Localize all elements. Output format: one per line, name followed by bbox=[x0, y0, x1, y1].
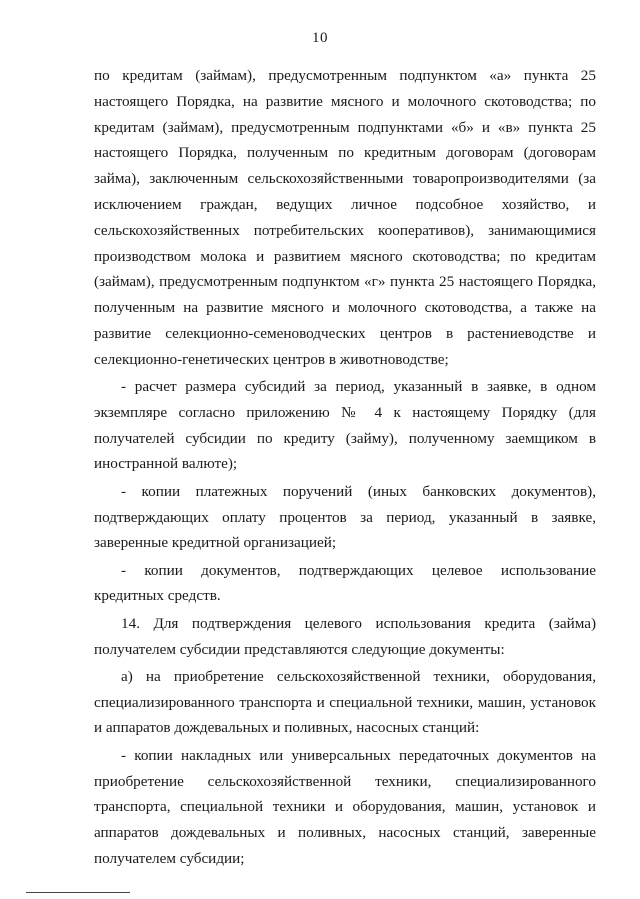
paragraph-subsidy-credits: по кредитам (займам), предусмотренным подпунктом «а» пункта 25 настоящего Порядка, на развитие мясного и молочного скотоводства; по кредитам (займам), предусмотренным подпунктами «б» и «в» пункта 25 настоящего Порядка, полученным по кредитным договорам (договорам займа), заключенным сельскохозяйственными товаропроизводителями (за исключением граждан, ведущих личное подсобное хозяйство, и сельскохозяйственных потребительских кооперативов), занимающимися производством молока и развитием мясного скотоводства; по кредитам (займам), предусмотренным подпунктом «г» пункта 25 настоящего Порядка, полученным на развитие мясного и молочного скотоводства, а также на развитие селекционно-семеноводческих центров в растениеводстве и селекционно-генетических центров в животноводстве; bbox=[94, 67, 596, 368]
page-number: 10 bbox=[312, 30, 328, 46]
paragraph-subsidy-calculation: - расчет размера субсидий за период, указанный в заявке, в одном экземпляре согласно приложению № 4 к настоящему Порядку (для получателей субсидии по кредиту (займу), полученному заемщиком в иностранной валюте); bbox=[94, 378, 596, 473]
document-body bbox=[94, 63, 596, 873]
footer-divider bbox=[26, 892, 130, 893]
paragraph-target-use-documents: - копии документов, подтверждающих целевое использование кредитных средств. bbox=[94, 561, 596, 605]
paragraph-section-14: 14. Для подтверждения целевого использования кредита (займа) получателем субсидии представляются следующие документы: bbox=[94, 614, 596, 658]
paragraph-payment-orders: - копии платежных поручений (иных банковских документов), подтверждающих оплату процентов за период, указанный в заявке, заверенные кредитной организацией; bbox=[94, 482, 596, 552]
paragraph-item-a: а) на приобретение сельскохозяйственной техники, оборудования, специализированного транспорта и специальной техники, машин, установок и аппаратов дождевальных и поливных, насосных станций: bbox=[94, 667, 596, 737]
paragraph-invoices: - копии накладных или универсальных передаточных документов на приобретение сельскохозяйственной техники, специализированного транспорта, специальной техники и оборудования, машин, установок и аппаратов дождевальных и поливных, насосных станций, заверенные получателем субсидии; bbox=[94, 746, 596, 867]
